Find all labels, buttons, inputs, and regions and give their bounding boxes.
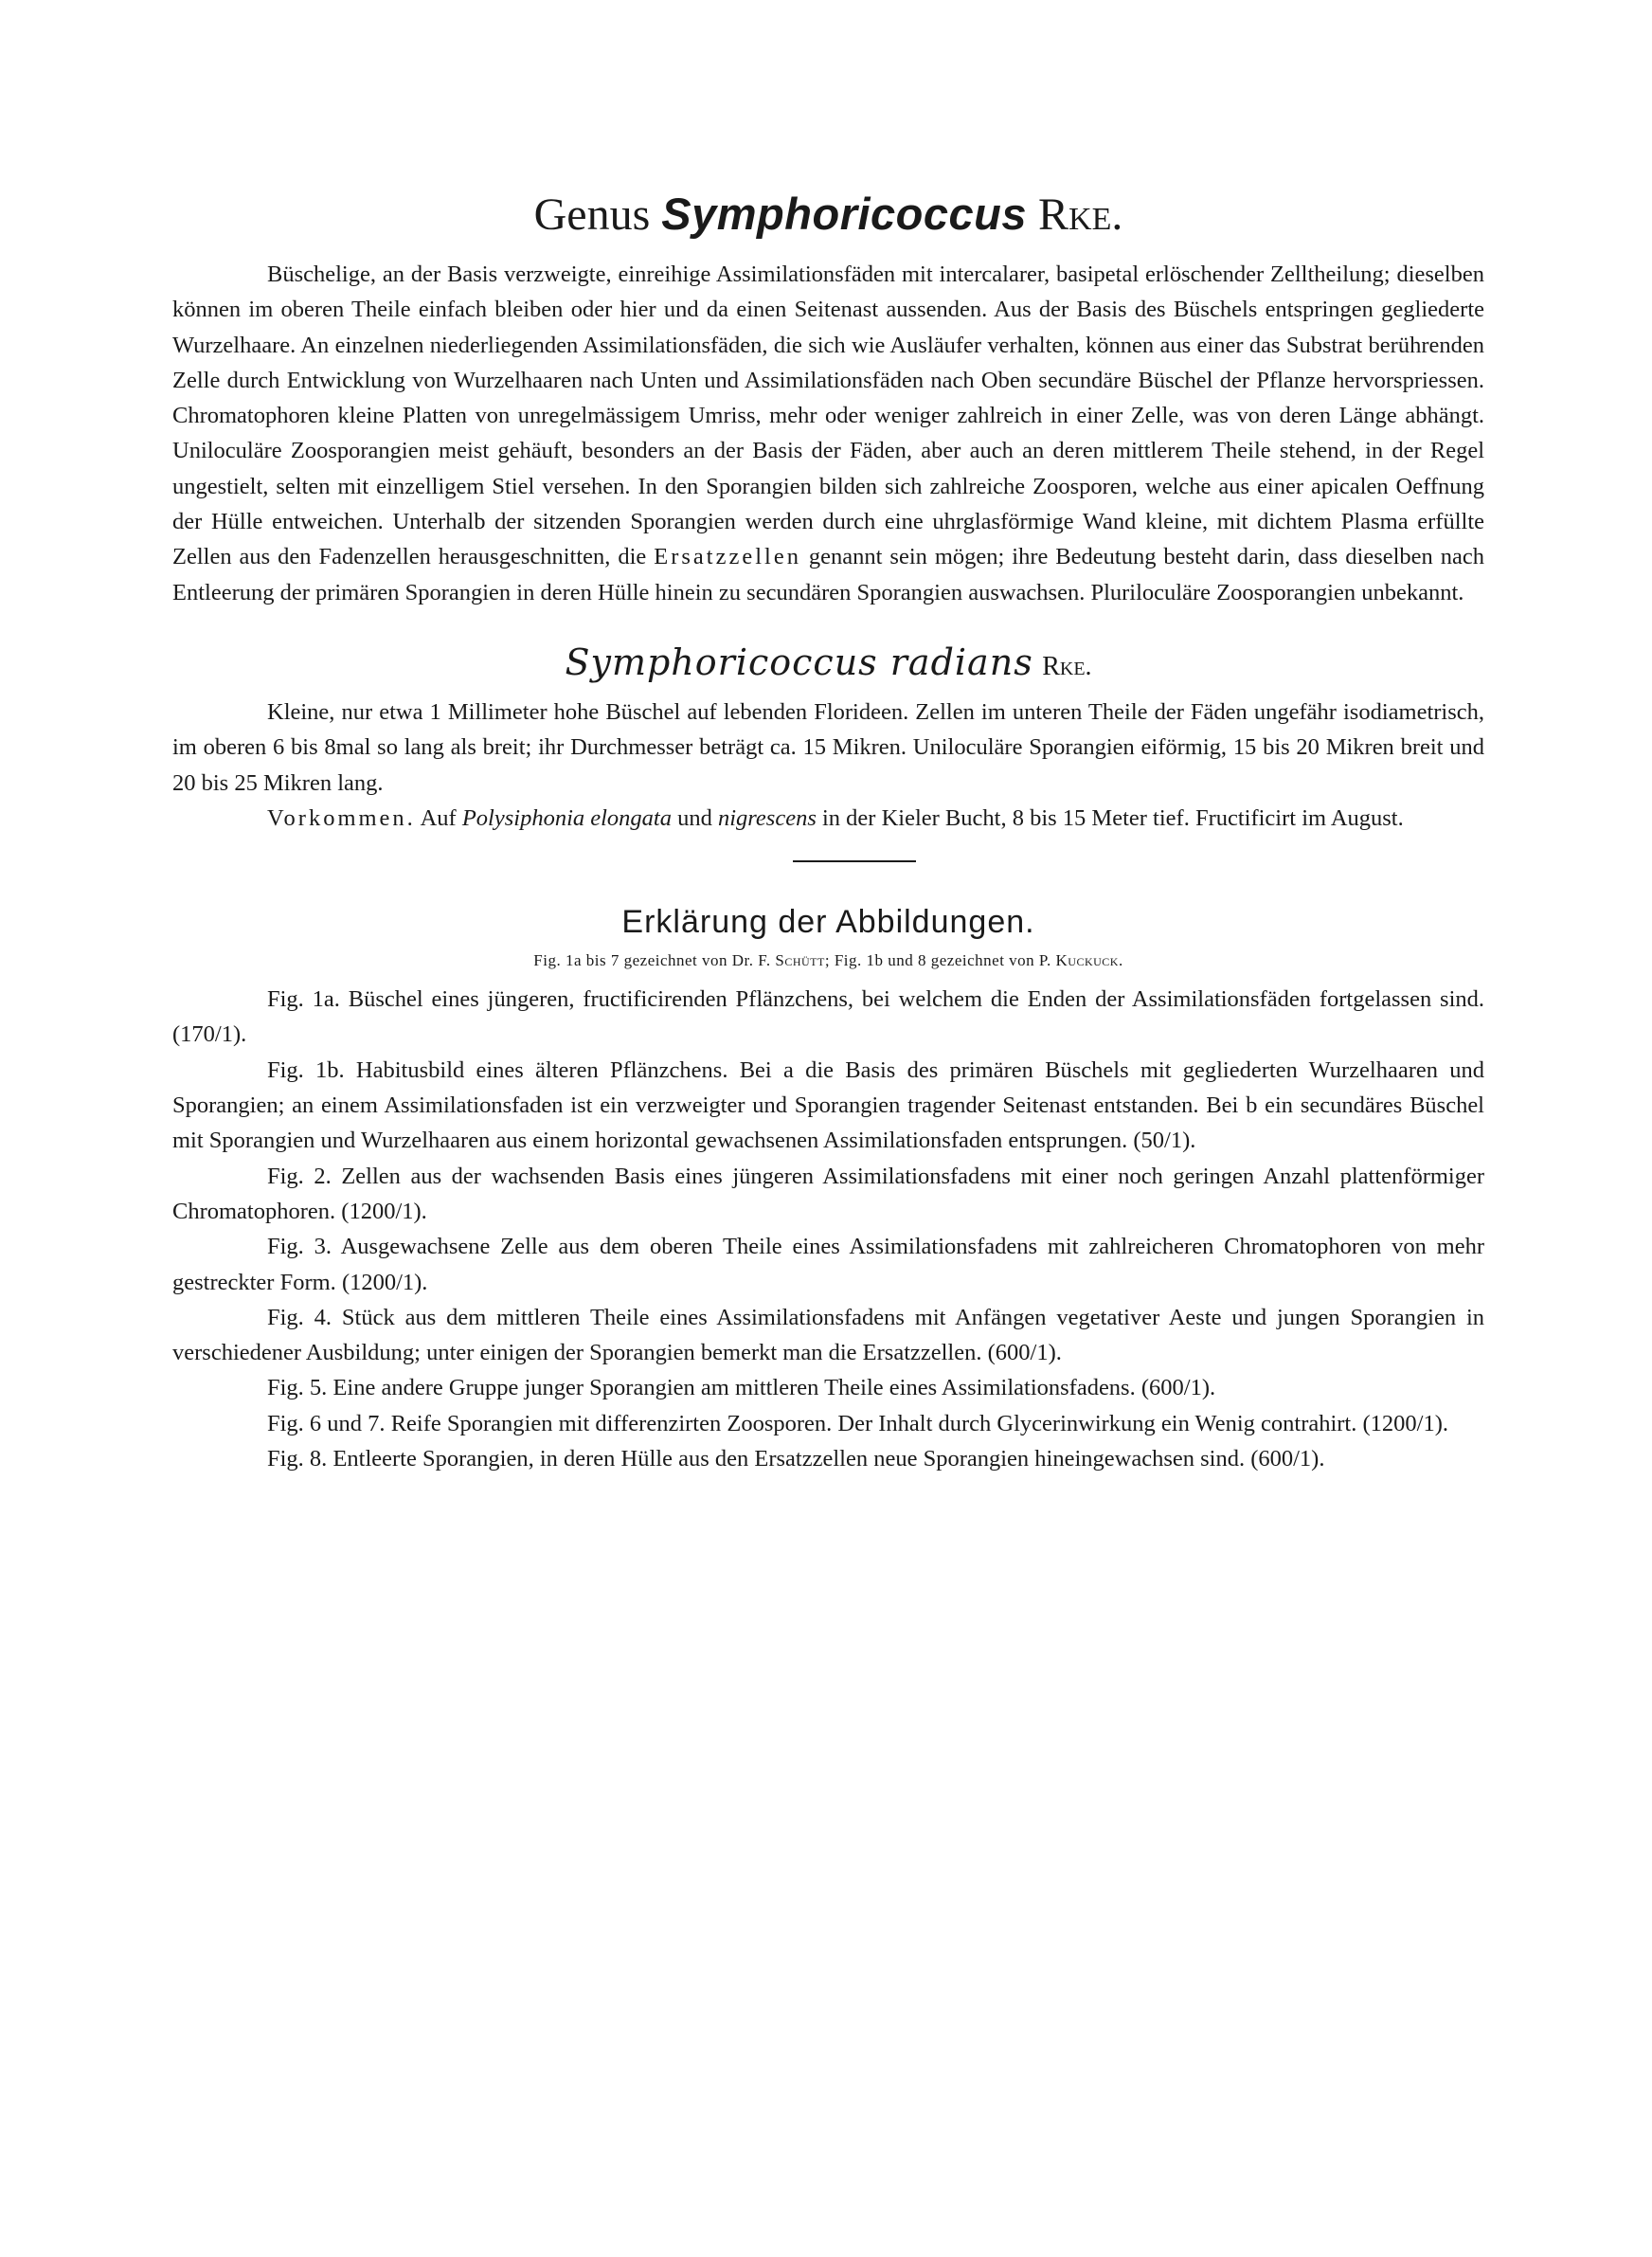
figure-scale: (1200/1). — [341, 1198, 427, 1224]
figure-text: Habitusbild eines älteren Pflänzchens. Bei a die Basis des primären Büschels mit gegliederten Wurzelhaaren und Sporangien; an einem Assimilationsfaden ist ein verzweigter und Sporangien tragender Seitenast entstanden. Bei b ein secundäres Büschel mit Sporangien und Wurzelhaaren aus einem horizontal gewachsenen Assimilationsfaden entsprungen. — [172, 1056, 1485, 1154]
figure-label: Fig. 3. — [267, 1234, 332, 1260]
figure-label: Fig. 6 und 7. — [267, 1410, 386, 1436]
occurrence-pre: Auf — [420, 804, 457, 831]
figure-credits — [172, 948, 1484, 974]
host-species-2: nigrescens — [718, 804, 817, 831]
occurrence-label: Vorkommen. — [267, 804, 416, 831]
figure-scale: (1200/1). — [1362, 1410, 1448, 1436]
species-author: Rke. — [1042, 651, 1092, 681]
host-species-1: Polysiphonia elongata — [461, 804, 672, 831]
figure-entry — [172, 1300, 1484, 1371]
genus-heading — [172, 188, 1484, 242]
figure-scale: (1200/1). — [341, 1269, 428, 1295]
figure-label: Fig. 8. — [267, 1446, 328, 1472]
figure-list — [172, 982, 1484, 1476]
figure-scale: (600/1). — [1250, 1446, 1325, 1472]
figure-scale: (600/1). — [987, 1340, 1062, 1366]
species-description: Kleine, nur etwa 1 Millimeter hohe Büschel auf lebenden Florideen. Zellen im unteren Theile der Fäden ungefähr isodiametrisch, im oberen 6 bis 8mal so lang als breit; ihr Durchmesser beträgt ca. 15 Mikren. Uniloculäre Sporangien eiförmig, 15 bis 20 Mikren breit und 20 bis 25 Mikren lang. — [172, 698, 1484, 796]
figure-label: Fig. 1b. — [267, 1056, 345, 1083]
credits-name-schuett: Schütt — [775, 951, 825, 970]
genus-description-text: Büschelige, an der Basis verzweigte, einreihige Assimilationsfäden mit intercalarer, basipetal erlöschender Zelltheilung; dieselben können im oberen Theile einfach bleiben oder hier und da einen Seitenast aussenden. Aus der Basis des Büschels entspringen gegliederte Wurzelhaare. An einzelnen niederliegenden Assimilationsfäden, die sich wie Ausläufer verhalten, können aus einer das Substrat berührenden Zelle durch Entwicklung von Wurzelhaaren nach Unten und Assimilationsfäden nach Oben secundäre Büschel der Pflanze hervorspriessen. Chromatophoren kleine Platten von unregelmässigem Umriss, mehr oder weniger zahlreich in einer Zelle, was von deren Länge abhängt. Uniloculäre Zoosporangien meist gehäuft, besonders an der Basis der Fäden, aber auch an deren mittlerem Theile stehend, in der Regel ungestielt, selten mit einzelligem Stiel versehen. In den Sporangien bilden sich zahlreiche Zoosporen, welche aus einer apicalen Oeffnung der Hülle entweichen. Unterhalb der sitzenden Sporangien werden durch eine uhrglasförmige Wand kleine, mit dichtem Plasma erfüllte Zellen aus den Fadenzellen herausgeschnitten, die — [172, 262, 1484, 570]
figure-scale: (170/1). — [172, 1021, 247, 1048]
figure-scale: (600/1). — [1140, 1375, 1216, 1401]
genus-prefix: Genus — [533, 190, 651, 240]
genus-name: Symphoricoccus — [661, 189, 1028, 239]
figure-text: Entleerte Sporangien, in deren Hülle aus den Ersatzzellen neue Sporangien hineingewachsen sind. — [332, 1446, 1246, 1472]
figure-text: Ausgewachsene Zelle aus dem oberen Theile eines Assimilationsfadens mit zahlreicheren Chromatophoren von mehr gestreckter Form. — [172, 1234, 1485, 1295]
genus-term: Ersatzzellen — [654, 544, 801, 570]
figure-entry — [172, 1441, 1484, 1476]
page — [172, 188, 1484, 1476]
occurrence-and: und — [677, 804, 712, 831]
genus-description — [172, 257, 1484, 610]
species-occurrence — [172, 801, 1484, 836]
section-divider-area — [172, 843, 1484, 881]
figure-text: Büschel eines jüngeren, fructificirenden Pflänzchens, bei welchem die Enden der Assimilationsfäden fortgelassen sind. — [348, 986, 1485, 1013]
species-name: Symphoricoccus radians — [565, 641, 1033, 683]
genus-author: Rke. — [1038, 190, 1123, 240]
figure-entry — [172, 1229, 1484, 1300]
section-divider — [793, 860, 916, 862]
figure-text: Eine andere Gruppe junger Sporangien am mittleren Theile eines Assimilationsfadens. — [332, 1375, 1136, 1401]
credits-part-a: Fig. 1a bis 7 gezeichnet von Dr. F. — [533, 951, 771, 970]
figure-label: Fig. 4. — [267, 1304, 332, 1330]
figure-text: Reife Sporangien mit differenzirten Zoosporen. Der Inhalt durch Glycerinwirkung ein Wenig contrahirt. — [390, 1410, 1357, 1436]
figure-label: Fig. 2. — [267, 1163, 332, 1189]
figure-label: Fig. 5. — [267, 1375, 328, 1401]
species-heading — [172, 641, 1484, 689]
figure-entry — [172, 1370, 1484, 1405]
figure-entry — [172, 982, 1484, 1053]
genus-description-end: genannt sein mögen; ihre Bedeutung besteht darin, dass dieselben nach Entleerung der primären Sporangien in deren Hülle hinein zu secundären Sporangien auswachsen. Pluriloculäre Zoosporangien unbekannt. — [172, 544, 1485, 605]
credits-name-kuckuck: Kuckuck — [1055, 951, 1119, 970]
figure-label: Fig. 1a. — [267, 986, 340, 1013]
credits-part-b: ; Fig. 1b und 8 gezeichnet von P. — [824, 951, 1051, 970]
figure-entry — [172, 1159, 1484, 1230]
figure-scale: (50/1). — [1133, 1128, 1196, 1154]
figure-text: Stück aus dem mittleren Theile eines Assimilationsfadens mit Anfängen vegetativer Aeste und jungen Sporangien in verschiedener Ausbildung; unter einigen der Sporangien bemerkt man die Ersatzzellen. — [172, 1304, 1485, 1366]
occurrence-post: in der Kieler Bucht, 8 bis 15 Meter tief. Fructificirt im August. — [822, 804, 1404, 831]
figures-heading: Erklärung der Abbildungen. — [621, 904, 1035, 941]
figure-text: Zellen aus der wachsenden Basis eines jüngeren Assimilationsfadens mit einer noch geringen Anzahl plattenförmiger Chromatophoren. — [172, 1163, 1485, 1224]
figure-entry — [172, 1406, 1484, 1441]
figure-entry — [172, 1053, 1484, 1159]
credits-part-c: . — [1118, 951, 1123, 970]
